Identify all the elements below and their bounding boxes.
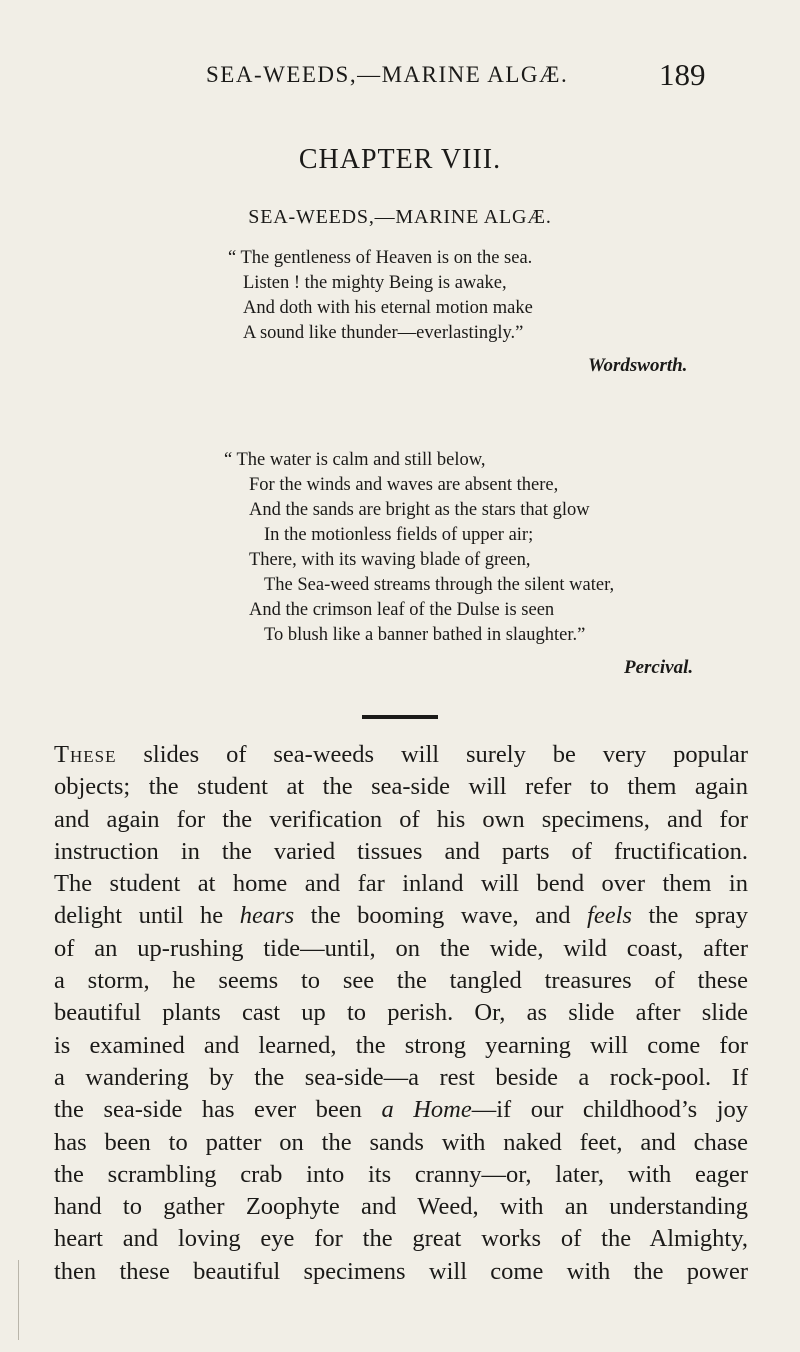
text-line: the scrambling crab into its cranny—or, later, with eager	[54, 1160, 748, 1188]
epigraph-wordsworth	[228, 246, 533, 346]
attribution-percival: Percival.	[624, 657, 694, 678]
text-line: then these beautiful specimens will come with the power	[54, 1257, 748, 1285]
text-line: The student at home and far inland will bend over them in	[54, 870, 748, 898]
poem-line: And the crimson leaf of the Dulse is seen	[249, 600, 555, 620]
text-line: of an up-rushing tide—until, on the wide, wild coast, after	[54, 934, 748, 962]
page-number: 189	[659, 57, 706, 92]
poem-line: Listen ! the mighty Being is awake,	[243, 273, 507, 293]
text-line: beautiful plants cast up to perish. Or, as slide after slide	[54, 999, 748, 1027]
running-header	[0, 57, 800, 96]
running-title: SEA-WEEDS,—MARINE ALGÆ.	[206, 62, 569, 87]
emphasis: hears	[239, 902, 295, 930]
section-divider	[362, 715, 438, 719]
poem-line: To blush like a banner bathed in slaughter.”	[264, 625, 586, 645]
poem-line: “ The gentleness of Heaven is on the sea.	[228, 248, 533, 268]
poem-line: For the winds and waves are absent there,	[249, 475, 559, 495]
emphasis: feels	[587, 902, 632, 930]
drop-word: These	[54, 741, 117, 768]
poem-line: A sound like thunder—everlastingly.”	[243, 323, 524, 343]
poem-line: The Sea-weed streams through the silent water,	[264, 575, 615, 595]
text-line: has been to patter on the sands with naked feet, and chase	[54, 1128, 748, 1156]
text-line: heart and loving eye for the great works of the Almighty,	[54, 1225, 748, 1253]
poem-line: In the motionless fields of upper air;	[264, 525, 534, 545]
text-line: and again for the verification of his own specimens, and for	[54, 805, 748, 833]
text-line: These slides of sea-weeds will surely be very popular	[54, 741, 749, 768]
chapter-subtitle: SEA-WEEDS,—MARINE ALGÆ.	[248, 206, 552, 228]
text-line: delight until he hears the booming wave, and feels the spray	[54, 902, 748, 930]
poem-line: There, with its waving blade of green,	[249, 550, 531, 570]
text-line: hand to gather Zoophyte and Weed, with an understanding	[54, 1193, 748, 1221]
text-line: is examined and learned, the strong yearning will come for	[54, 1031, 748, 1059]
poem-line: “ The water is calm and still below,	[224, 450, 486, 470]
page-edge-mark	[18, 1260, 19, 1340]
chapter-title: CHAPTER VIII.	[298, 144, 502, 175]
poem-line: And the sands are bright as the stars that glow	[249, 500, 590, 520]
emphasis: a Home	[381, 1096, 472, 1124]
body-paragraph	[54, 739, 748, 1288]
epigraph-percival	[224, 448, 614, 648]
text-line: objects; the student at the sea-side will refer to them again	[54, 773, 748, 801]
attribution-wordsworth: Wordsworth.	[588, 355, 688, 376]
text-line: the sea-side has ever been a Home—if our childhood’s joy	[54, 1096, 749, 1124]
text-line: a storm, he seems to see the tangled treasures of these	[54, 967, 748, 995]
text-line: a wandering by the sea-side—a rest beside a rock-pool. If	[54, 1063, 748, 1091]
text-line: instruction in the varied tissues and parts of fructification.	[54, 837, 748, 865]
poem-line: And doth with his eternal motion make	[243, 298, 533, 318]
